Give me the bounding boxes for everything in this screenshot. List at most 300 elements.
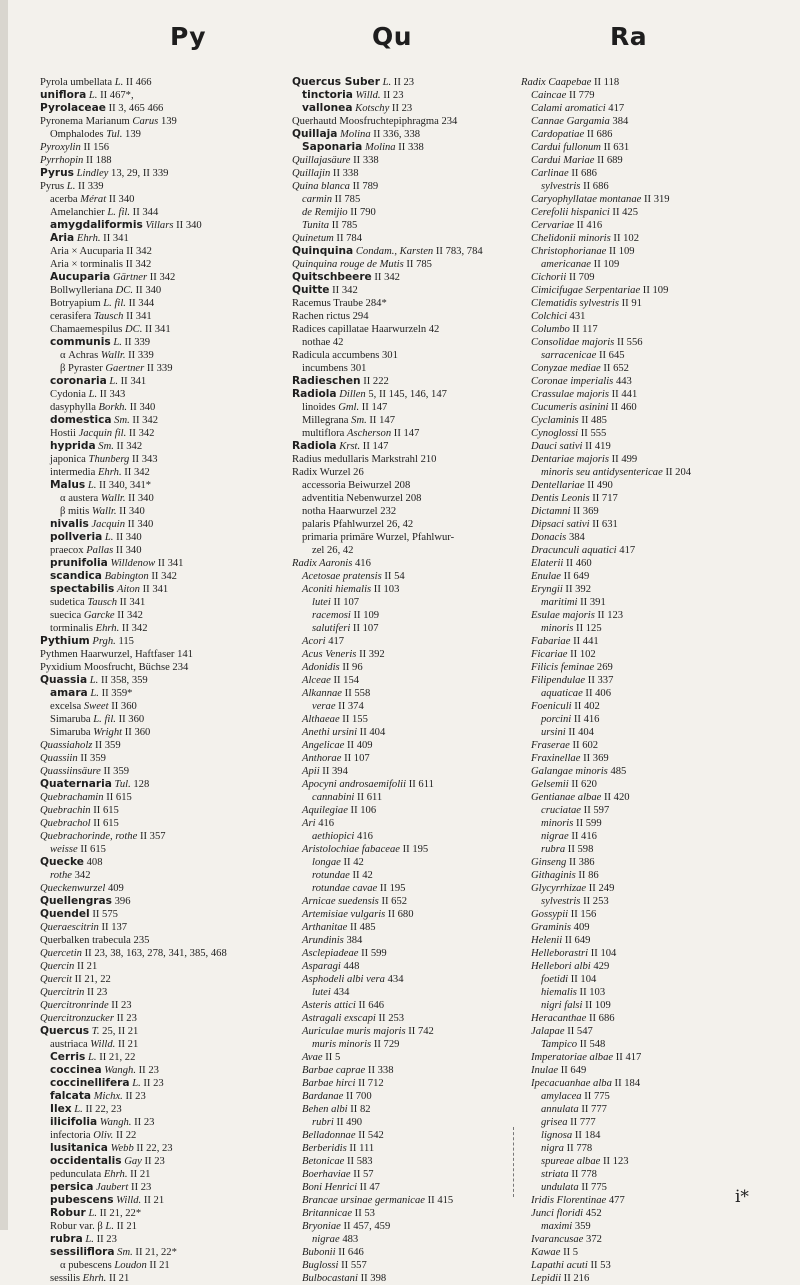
index-entry <box>292 1220 522 1233</box>
entry-author: DC. <box>125 324 143 335</box>
entry-term: Saponaria <box>302 141 363 153</box>
entry-author: rubra <box>541 844 566 855</box>
entry-text: II 689 <box>594 155 623 166</box>
index-entry <box>292 167 522 180</box>
index-entry <box>40 1051 290 1064</box>
index-entry <box>521 1142 791 1155</box>
entry-text: 13, 29, II 339 <box>108 168 169 179</box>
index-entry <box>292 89 522 102</box>
entry-text: II 611 <box>406 779 434 790</box>
entry-author: Queraescitrin <box>40 922 99 933</box>
index-entry <box>40 1090 290 1103</box>
index-entry <box>40 531 290 544</box>
entry-text: II 785 <box>329 220 358 231</box>
index-entry <box>40 336 290 349</box>
entry-text: II 23 <box>135 1065 159 1076</box>
entry-author: L. <box>88 1052 97 1063</box>
entry-author: Quassiinsäure <box>40 766 101 777</box>
index-entry <box>40 1038 290 1051</box>
index-entry <box>292 791 522 804</box>
index-entry <box>521 648 791 661</box>
entry-text: II 467*, <box>97 90 134 101</box>
entry-author: Ehrh. <box>76 233 101 244</box>
entry-term: Quecke <box>40 856 84 868</box>
entry-author: Quebrachol <box>40 818 91 829</box>
entry-author: Gml. <box>338 402 360 413</box>
index-entry <box>292 908 522 921</box>
index-entry <box>40 544 290 557</box>
entry-text: II 777 <box>578 1104 607 1115</box>
index-entry <box>521 1181 791 1194</box>
entry-text: II 341 <box>100 233 129 244</box>
entry-author: Bubonii <box>302 1247 336 1258</box>
entry-author: Sm. <box>98 441 114 452</box>
entry-text: II 359 <box>100 766 130 777</box>
entry-author: Quercitronzucker <box>40 1013 114 1024</box>
entry-text: pedunculata <box>50 1169 104 1180</box>
entry-text: II 341 <box>142 324 171 335</box>
entry-author: Queckenwurzel <box>40 883 106 894</box>
index-entry <box>521 310 791 323</box>
index-entry <box>292 453 522 466</box>
entry-text: II 729 <box>371 1039 400 1050</box>
entry-term: sessiliflora <box>50 1246 115 1258</box>
entry-term: Radiola <box>292 388 337 400</box>
index-entry <box>40 674 290 687</box>
entry-author: Sm. <box>351 415 367 426</box>
entry-text: II 53 <box>352 1208 375 1219</box>
entry-author: Gentianae albae <box>531 792 602 803</box>
entry-term: Robur <box>50 1207 86 1219</box>
entry-text: Omphalodes <box>50 129 107 140</box>
index-entry <box>40 1246 290 1259</box>
entry-text: 384 <box>609 116 629 127</box>
entry-text: II 460 <box>563 558 592 569</box>
index-entry <box>292 609 522 622</box>
entry-author: Cervariae <box>531 220 574 231</box>
entry-text: II 341 <box>117 376 147 387</box>
index-entry <box>40 258 290 271</box>
entry-term: rubra <box>50 1233 83 1245</box>
entry-term: Quellengras <box>40 895 112 907</box>
entry-author: Ficariae <box>531 649 568 660</box>
entry-author: Condam., Karsten <box>355 246 434 257</box>
entry-term: spectabilis <box>50 583 115 595</box>
index-entry <box>521 76 791 89</box>
index-entry <box>292 1129 522 1142</box>
entry-text: II 342 <box>148 571 177 582</box>
entry-author: Boerhaviae <box>302 1169 351 1180</box>
index-entry <box>40 128 290 141</box>
entry-author: cruciatae <box>541 805 582 816</box>
entry-author: maritimi <box>541 597 578 608</box>
index-entry <box>521 271 791 284</box>
entry-text: II 646 <box>355 1000 385 1011</box>
index-entry <box>40 1194 290 1207</box>
entry-author: Gossypii <box>531 909 569 920</box>
index-entry <box>521 713 791 726</box>
entry-text: II 712 <box>355 1078 384 1089</box>
column-divider <box>513 1127 515 1197</box>
entry-text: II 340 <box>113 532 142 543</box>
index-entry <box>292 479 522 492</box>
index-entry <box>40 817 290 830</box>
entry-term: Pyrolaceae <box>40 102 106 114</box>
entry-author: Quinetum <box>292 233 334 244</box>
index-entry <box>521 323 791 336</box>
index-entry <box>40 1272 290 1285</box>
entry-text: 115 <box>115 636 134 647</box>
entry-author: Cardopatiae <box>531 129 585 140</box>
entry-term: coccinellifera <box>50 1077 130 1089</box>
entry-text: II 344 <box>130 207 159 218</box>
entry-text: II 103 <box>371 584 400 595</box>
entry-author: Betonicae <box>302 1156 345 1167</box>
index-entry <box>292 973 522 986</box>
entry-text: II 23 <box>391 77 415 88</box>
entry-text: II 340 <box>125 519 154 530</box>
entry-author: Cyclaminis <box>531 415 579 426</box>
entry-text: 417 <box>325 636 345 647</box>
entry-author: Caincae <box>531 90 567 101</box>
entry-text: II 359* <box>98 688 133 699</box>
index-entry <box>40 206 290 219</box>
index-entry <box>521 882 791 895</box>
entry-term: domestica <box>50 414 112 426</box>
index-entry <box>521 1207 791 1220</box>
entry-text: II 109 <box>582 1000 611 1011</box>
entry-author: Tunita <box>302 220 330 231</box>
index-entry <box>40 596 290 609</box>
entry-text: 139 <box>122 129 141 140</box>
index-entry <box>292 1064 522 1077</box>
index-entry <box>292 986 522 999</box>
index-entry <box>40 856 290 869</box>
index-entry <box>521 1103 791 1116</box>
index-entry <box>40 141 290 154</box>
entry-text: II 391 <box>577 597 606 608</box>
entry-text: II 21 <box>106 1273 130 1284</box>
entry-text: II 21 <box>146 1260 170 1271</box>
entry-author: Willd. <box>116 1195 142 1206</box>
entry-text: infectoria <box>50 1130 94 1141</box>
entry-text: II 598 <box>565 844 594 855</box>
entry-text: 416 <box>354 831 373 842</box>
entry-text: Querbalken trabecula 235 <box>40 935 150 946</box>
entry-author: Acus Veneris <box>302 649 357 660</box>
entry-author: ursini <box>541 727 566 738</box>
entry-author: L. fil. <box>93 714 116 725</box>
entry-author: aquaticae <box>541 688 583 699</box>
entry-author: Iridis Florentinae <box>531 1195 607 1206</box>
entry-author: Quercetin <box>40 948 82 959</box>
index-entry <box>292 934 522 947</box>
index-entry <box>521 1077 791 1090</box>
entry-author: nigrae <box>541 831 569 842</box>
index-entry <box>521 674 791 687</box>
index-entry <box>40 947 290 960</box>
entry-term: amygdaliformis <box>50 219 143 231</box>
entry-author: Ascherson <box>347 428 392 439</box>
entry-author: L. <box>89 675 99 686</box>
entry-author: Sm. <box>114 415 130 426</box>
entry-text: II 23 <box>389 103 413 114</box>
entry-text: II 147 <box>360 441 389 452</box>
entry-author: Apocyni androsaemifolii <box>302 779 407 790</box>
entry-text: II 340 <box>113 545 142 556</box>
entry-author: americanae <box>541 259 592 270</box>
index-entry <box>40 518 290 531</box>
entry-author: DC. <box>115 285 133 296</box>
index-entry <box>521 804 791 817</box>
entry-text: accessoria Beiwurzel 208 <box>302 480 411 491</box>
entry-text: II 615 <box>90 818 119 829</box>
entry-author: Krst. <box>339 441 361 452</box>
index-entry <box>292 544 522 557</box>
entry-author: Asphodeli albi vera <box>302 974 385 985</box>
index-entry <box>40 102 290 115</box>
entry-text: 269 <box>594 662 613 673</box>
entry-author: Foeniculi <box>531 701 572 712</box>
entry-text: II 386 <box>566 857 595 868</box>
entry-text: II 359 <box>92 740 121 751</box>
entry-text: II 409 <box>344 740 373 751</box>
entry-author: Carlinae <box>531 168 569 179</box>
index-entry <box>521 349 791 362</box>
entry-text: α austera <box>60 493 101 504</box>
entry-term: falcata <box>50 1090 92 1102</box>
entry-text: II 23 <box>131 1117 155 1128</box>
index-entry <box>521 934 791 947</box>
entry-author: Inulae <box>531 1065 559 1076</box>
entry-text: α Achras <box>60 350 101 361</box>
entry-text: II 340 <box>132 285 162 296</box>
entry-author: salutiferi <box>312 623 351 634</box>
entry-author: Donacis <box>531 532 567 543</box>
entry-author: Willd. <box>355 90 381 101</box>
entry-text: II 5 <box>322 1052 341 1063</box>
entry-term: prunifolia <box>50 557 108 569</box>
index-entry <box>40 1155 290 1168</box>
index-entry <box>292 193 522 206</box>
index-entry <box>292 726 522 739</box>
entry-text: Aria × torminalis II 342 <box>50 259 152 270</box>
index-column-1 <box>40 76 290 1285</box>
entry-author: L. <box>382 77 392 88</box>
entry-text: Rachen rictus 294 <box>292 311 369 322</box>
entry-author: Wright <box>93 727 123 738</box>
index-entry <box>40 973 290 986</box>
index-entry <box>521 440 791 453</box>
index-entry <box>40 713 290 726</box>
entry-author: Fraserae <box>531 740 570 751</box>
index-entry <box>292 635 522 648</box>
entry-author: Apii <box>302 766 320 777</box>
entry-author: Asparagi <box>302 961 341 972</box>
index-entry <box>292 414 522 427</box>
entry-text: II 23 <box>84 987 108 998</box>
entry-text: II 742 <box>405 1026 434 1037</box>
entry-text: II 419 <box>582 441 611 452</box>
index-entry <box>521 973 791 986</box>
entry-text: II 125 <box>573 623 602 634</box>
entry-author: L. <box>109 376 118 387</box>
entry-author: minoris seu antidysentericae <box>541 467 663 478</box>
index-entry <box>292 492 522 505</box>
entry-text: II 557 <box>338 1260 367 1271</box>
entry-text: Pythmen Haarwurzel, Haftfaser 141 <box>40 649 193 660</box>
entry-author: L. <box>74 1104 83 1115</box>
entry-text: 452 <box>583 1208 602 1219</box>
entry-text: II 21 <box>141 1195 165 1206</box>
entry-author: porcini <box>541 714 572 725</box>
entry-text: II 341 <box>155 558 184 569</box>
entry-term: nivalis <box>50 518 89 530</box>
entry-author: Radix Aaronis <box>292 558 353 569</box>
entry-author: Behen albi <box>302 1104 348 1115</box>
entry-author: Ivarancusae <box>531 1234 584 1245</box>
entry-text: II 147 <box>391 428 420 439</box>
entry-author: Astragali exscapi <box>302 1013 376 1024</box>
index-entry <box>521 193 791 206</box>
entry-text: 448 <box>340 961 360 972</box>
entry-author: Pyrrhopin <box>40 155 84 166</box>
entry-author: nigri falsi <box>541 1000 583 1011</box>
index-entry <box>292 1233 522 1246</box>
index-entry <box>521 1194 791 1207</box>
index-entry <box>292 76 522 89</box>
entry-author: Kotschy <box>355 103 390 114</box>
index-entry <box>292 583 522 596</box>
index-entry <box>292 570 522 583</box>
entry-author: rotundae <box>312 870 350 881</box>
entry-author: sarracenicae <box>541 350 597 361</box>
index-entry <box>521 791 791 804</box>
entry-text: II 42 <box>349 870 373 881</box>
index-entry <box>292 1038 522 1051</box>
entry-text: II 57 <box>350 1169 374 1180</box>
entry-text: II 340 <box>173 220 202 231</box>
entry-text: II 342 <box>121 467 150 478</box>
entry-text: Aria × Aucuparia II 342 <box>50 246 152 257</box>
index-entry <box>521 1129 791 1142</box>
entry-text: II 319 <box>641 194 670 205</box>
entry-author: Artemisiae vulgaris <box>302 909 386 920</box>
entry-text: II 360 <box>122 727 151 738</box>
entry-text: II 107 <box>341 753 370 764</box>
index-entry <box>40 960 290 973</box>
entry-text: II 457, 459 <box>340 1221 391 1232</box>
entry-author: Lepidii <box>531 1273 562 1284</box>
entry-text: II 249 <box>586 883 615 894</box>
index-entry <box>521 89 791 102</box>
entry-term: Quassia <box>40 674 88 686</box>
index-entry <box>40 232 290 245</box>
entry-author: Chelidonii minoris <box>531 233 611 244</box>
index-entry <box>292 1012 522 1025</box>
index-entry <box>521 700 791 713</box>
index-entry <box>292 258 522 271</box>
entry-text: Amelanchier <box>50 207 108 218</box>
entry-term: tinctoria <box>302 89 353 101</box>
entry-text: 409 <box>105 883 124 894</box>
entry-text: II 216 <box>561 1273 590 1284</box>
index-entry <box>40 492 290 505</box>
entry-text: II 253 <box>580 896 609 907</box>
entry-author: Ipecacuanhae alba <box>531 1078 612 1089</box>
entry-text: II 358, 359 <box>98 675 148 686</box>
entry-text: II 3, 465 466 <box>105 103 164 114</box>
entry-text: II 646 <box>335 1247 364 1258</box>
entry-author: racemosi <box>312 610 351 621</box>
entry-text: II 717 <box>589 493 618 504</box>
entry-author: Columbo <box>531 324 570 335</box>
entry-text: 417 <box>605 103 625 114</box>
index-entry <box>40 89 290 102</box>
entry-text: II 709 <box>566 272 595 283</box>
index-entry <box>292 999 522 1012</box>
index-entry <box>40 466 290 479</box>
index-entry <box>521 1259 791 1272</box>
index-entry <box>40 804 290 817</box>
index-entry <box>40 1220 290 1233</box>
index-entry <box>521 1012 791 1025</box>
entry-text: II 96 <box>339 662 363 673</box>
entry-author: Jacquin <box>91 519 125 530</box>
index-entry <box>292 323 522 336</box>
index-entry <box>40 505 290 518</box>
entry-text: II 102 <box>567 649 596 660</box>
entry-author: Molina <box>365 142 396 153</box>
entry-text: II 340 <box>127 402 156 413</box>
entry-text: II 402 <box>571 701 600 712</box>
index-entry <box>292 778 522 791</box>
index-entry <box>521 466 791 479</box>
entry-author: Mérat <box>80 194 107 205</box>
index-entry <box>40 193 290 206</box>
entry-text: II 156 <box>80 142 110 153</box>
entry-text: torminalis <box>50 623 96 634</box>
entry-text: II 23 <box>93 1234 117 1245</box>
entry-author: L. <box>88 1208 97 1219</box>
entry-text: cerasifera <box>50 311 94 322</box>
index-entry <box>521 687 791 700</box>
entry-author: verae <box>312 701 336 712</box>
entry-author: Carus <box>132 116 159 127</box>
index-entry <box>40 479 290 492</box>
entry-text: palaris Pfahlwurzel 26, 42 <box>302 519 414 530</box>
entry-author: Galangae minoris <box>531 766 608 777</box>
entry-author: Kawae <box>531 1247 561 1258</box>
entry-author: Caryophyllatae montanae <box>531 194 642 205</box>
entry-text: II 599 <box>573 818 602 829</box>
entry-text: sudetica <box>50 597 88 608</box>
entry-text: II 343 <box>97 389 126 400</box>
entry-author: muris minoris <box>312 1039 372 1050</box>
entry-text: II 575 <box>89 909 118 920</box>
entry-text: II 22, 23 <box>82 1104 122 1115</box>
entry-author: Wangh. <box>104 1065 136 1076</box>
entry-text: II 104 <box>588 948 617 959</box>
entry-text: II 645 <box>596 350 625 361</box>
entry-author: weisse <box>50 844 78 855</box>
index-entry <box>40 557 290 570</box>
index-entry <box>292 1168 522 1181</box>
entry-author: Althaeae <box>302 714 340 725</box>
entry-text: II 631 <box>589 519 618 530</box>
index-entry <box>40 765 290 778</box>
entry-text: II 337 <box>585 675 614 686</box>
